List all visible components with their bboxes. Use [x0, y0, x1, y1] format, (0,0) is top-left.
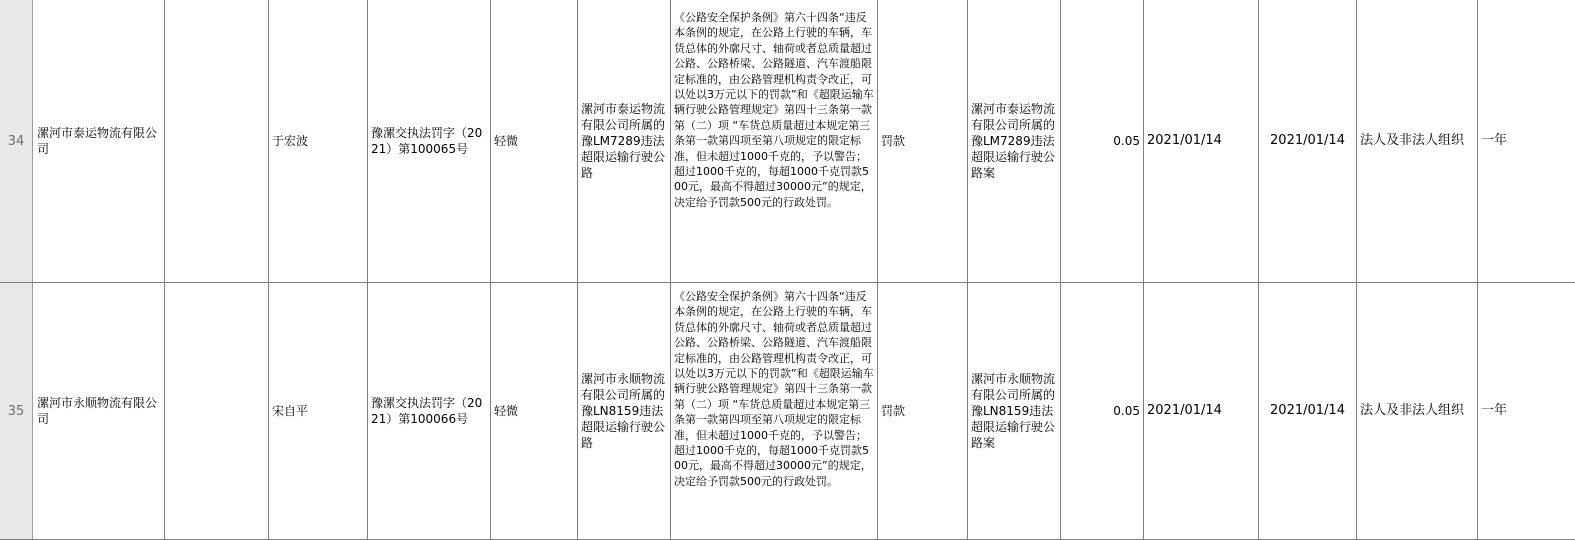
- empty-cell[interactable]: [165, 0, 268, 282]
- legal-representative-cell[interactable]: 于宏波: [272, 134, 309, 148]
- fine-amount-cell[interactable]: 0.05: [1113, 134, 1140, 148]
- penalty-basis-cell[interactable]: 《公路安全保护条例》第六十四条“违反本条例的规定，在公路上行驶的车辆，车货总体的外廓尺寸、轴荷或者总质量超过公路、公路桥梁、公路隧道、汽车渡船限定标准的，由公路管理机构责令改正，可以处以3万元以下的罚款”和《超限运输车辆行驶公路管理规定》第四十三条第一款第（二）项 “车货总质量超过本规定第三条第一款第四项至第八项规定的限定标准，但未超过1000千克的，予以警告；超过1000千克的，每超1000千克罚款500元，最高不得超过30000元”的规定，决定给予罚款500元的行政处罚。: [674, 11, 874, 209]
- entity-category-cell[interactable]: 法人及非法人组织: [1360, 403, 1465, 418]
- decision-date-cell[interactable]: 2021/01/14: [1147, 403, 1222, 418]
- publicity-period-cell[interactable]: 一年: [1481, 133, 1508, 148]
- publicity-period-cell[interactable]: 一年: [1481, 403, 1508, 418]
- empty-cell[interactable]: [165, 283, 268, 539]
- penalty-type-cell[interactable]: 罚款: [881, 404, 906, 418]
- penalty-type-cell[interactable]: 罚款: [881, 134, 906, 148]
- row-header-34[interactable]: 34: [0, 0, 33, 283]
- publish-date-cell[interactable]: 2021/01/14: [1270, 133, 1345, 148]
- company-name-cell[interactable]: 漯河市永顺物流有限公司: [37, 396, 158, 426]
- row-header-35[interactable]: 35: [0, 283, 33, 540]
- violation-cell[interactable]: 漯河市泰运物流有限公司所属的豫LM7289违法超限运输行驶公路: [581, 102, 666, 180]
- severity-cell[interactable]: 轻微: [494, 404, 519, 418]
- penalty-basis-cell[interactable]: 《公路安全保护条例》第六十四条“违反本条例的规定，在公路上行驶的车辆，车货总体的外廓尺寸、轴荷或者总质量超过公路、公路桥梁、公路隧道、汽车渡船限定标准的，由公路管理机构责令改正，可以处以3万元以下的罚款”和《超限运输车辆行驶公路管理规定》第四十三条第一款第（二）项 “车货总质量超过本规定第三条第一款第四项至第八项规定的限定标准，但未超过1000千克的，予以警告；超过1000千克的，每超1000千克罚款500元，最高不得超过30000元”的规定，决定给予罚款500元的行政处罚。: [674, 290, 874, 488]
- legal-representative-cell[interactable]: 宋自平: [272, 404, 309, 418]
- publish-date-cell[interactable]: 2021/01/14: [1270, 403, 1345, 418]
- penalty-document-number-cell[interactable]: 豫漯交执法罚字（2021）第100065号: [371, 126, 483, 156]
- penalty-content-cell[interactable]: 漯河市泰运物流有限公司所属的豫LM7289违法超限运输行驶公路案: [971, 102, 1056, 180]
- violation-cell[interactable]: 漯河市永顺物流有限公司所属的豫LN8159违法超限运输行驶公路: [581, 372, 666, 450]
- penalty-content-cell[interactable]: 漯河市永顺物流有限公司所属的豫LN8159违法超限运输行驶公路案: [971, 372, 1056, 450]
- severity-cell[interactable]: 轻微: [494, 134, 519, 148]
- company-name-cell[interactable]: 漯河市泰运物流有限公司: [37, 126, 158, 156]
- penalty-document-number-cell[interactable]: 豫漯交执法罚字（2021）第100066号: [371, 396, 483, 426]
- fine-amount-cell[interactable]: 0.05: [1113, 404, 1140, 418]
- decision-date-cell[interactable]: 2021/01/14: [1147, 133, 1222, 148]
- entity-category-cell[interactable]: 法人及非法人组织: [1360, 133, 1465, 148]
